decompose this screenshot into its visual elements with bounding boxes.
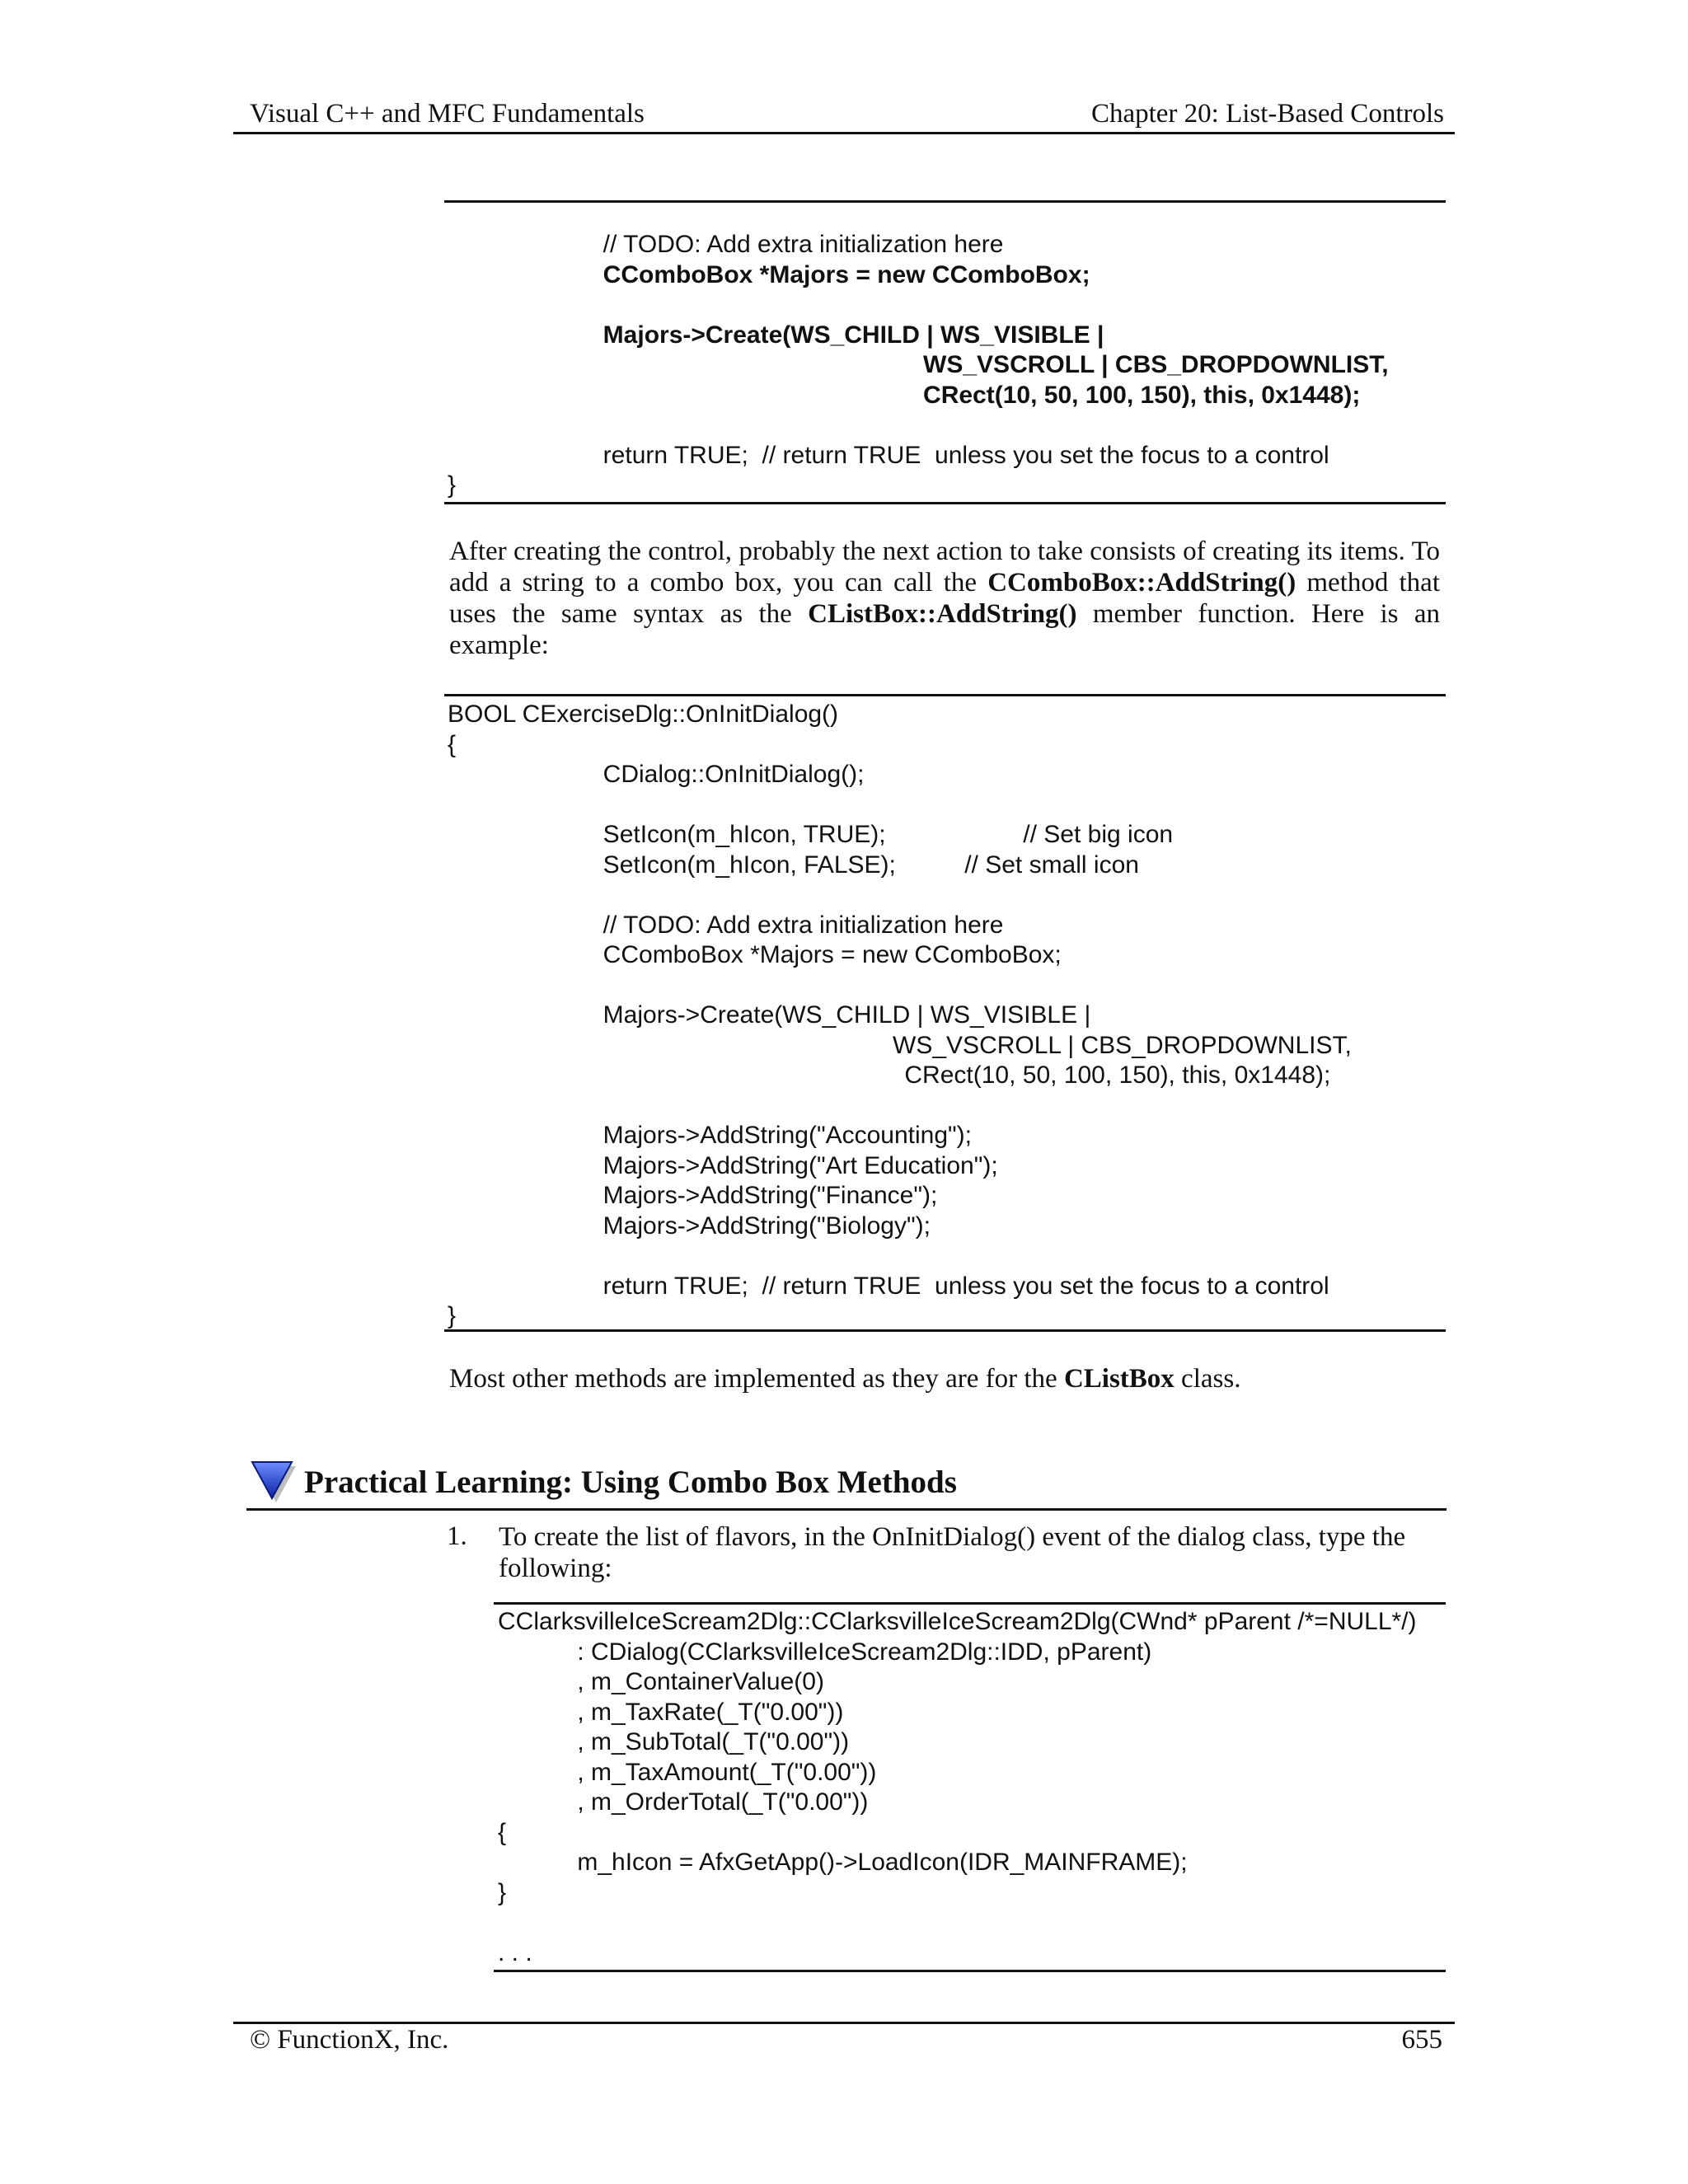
code-line: CComboBox *Majors = new CComboBox; — [548, 260, 1090, 288]
code-line: m_hIcon = AfxGetApp()->LoadIcon(IDR_MAINFRAME); — [550, 1849, 1188, 1876]
code-line: , m_SubTotal(_T("0.00")) — [550, 1728, 850, 1755]
paragraph-combo-add-string — [449, 536, 1440, 661]
code-line: SetIcon(m_hIcon, TRUE); // Set big icon — [548, 821, 1174, 848]
page-number: 655 — [1401, 2025, 1442, 2055]
footer-copyright: © FunctionX, Inc. — [250, 2025, 449, 2055]
text-run: method that uses the same syntax as the — [449, 568, 1440, 629]
paragraph-other-methods — [449, 1363, 1440, 1394]
step-text: To create the list of flavors, in the OnInitDialog() event of the dialog class, type the following: — [499, 1522, 1406, 1583]
code-line — [448, 290, 1389, 321]
text-run: Most other methods are implemented as they are for the — [449, 1364, 1064, 1394]
blue-triangle-bullet-icon — [249, 1457, 298, 1507]
code-line: { — [448, 730, 457, 758]
code-line — [448, 790, 1352, 821]
code-line — [448, 1091, 1352, 1122]
header-divider — [233, 132, 1455, 134]
code-line: Majors->AddString("Biology"); — [548, 1212, 931, 1240]
code-block-1-bottom-rule — [444, 502, 1446, 504]
code-line: Majors->AddString("Finance"); — [548, 1182, 938, 1209]
code-line: SetIcon(m_hIcon, FALSE); // Set small icon — [548, 851, 1139, 879]
section-heading-rule — [246, 1508, 1447, 1511]
code-line: . . . — [498, 1938, 532, 1966]
code-block-3 — [498, 1607, 1417, 1968]
text-run: class. — [1174, 1364, 1241, 1394]
code-line: Majors->AddString("Art Education"); — [548, 1151, 998, 1179]
code-line: , m_OrderTotal(_T("0.00")) — [550, 1788, 869, 1816]
code-line: } — [448, 1302, 457, 1329]
running-header-chapter: Chapter 20: List-Based Controls — [1090, 99, 1444, 129]
code-line: CRect(10, 50, 100, 150), this, 0x1448); — [758, 381, 1361, 409]
code-line: WS_VSCROLL | CBS_DROPDOWNLIST, — [758, 351, 1389, 378]
code-line — [448, 880, 1352, 911]
step-number: 1. — [447, 1521, 467, 1551]
code-line: { — [498, 1818, 507, 1846]
code-line: Majors->Create(WS_CHILD | WS_VISIBLE | — [548, 321, 1104, 349]
footer-divider — [233, 2022, 1455, 2024]
code-line: CDialog::OnInitDialog(); — [548, 761, 865, 788]
code-line: BOOL CExerciseDlg::OnInitDialog() — [448, 701, 839, 728]
code-block-1 — [448, 230, 1389, 501]
code-block-3-top-rule — [494, 1602, 1446, 1605]
code-line: CComboBox *Majors = new CComboBox; — [548, 941, 1062, 968]
code-block-2-top-rule — [444, 694, 1446, 696]
code-line: Majors->AddString("Accounting"); — [548, 1122, 972, 1149]
code-line: , m_ContainerValue(0) — [550, 1668, 824, 1695]
code-line — [448, 971, 1352, 1001]
text-run: member function. Here is an example: — [449, 599, 1440, 660]
code-block-3-bottom-rule — [494, 1970, 1446, 1972]
code-line: // TODO: Add extra initialization here — [548, 911, 1004, 939]
code-line: Majors->Create(WS_CHILD | WS_VISIBLE | — [548, 1001, 1091, 1029]
section-heading: Practical Learning: Using Combo Box Methods — [304, 1465, 957, 1500]
code-line: return TRUE; // return TRUE unless you set the focus to a control — [548, 441, 1329, 469]
code-block-2-bottom-rule — [444, 1329, 1446, 1332]
code-block-2 — [448, 700, 1352, 1332]
code-line: } — [448, 471, 457, 499]
code-line — [448, 410, 1389, 441]
code-line: CClarksvilleIceScream2Dlg::CClarksvilleIceScream2Dlg(CWnd* pParent /*=NULL*/) — [498, 1608, 1417, 1635]
code-line — [448, 1241, 1352, 1272]
code-line: , m_TaxAmount(_T("0.00")) — [550, 1758, 877, 1786]
code-line — [498, 1908, 1417, 1938]
code-line: // TODO: Add extra initialization here — [548, 231, 1004, 258]
class-name: CListBox — [1063, 1364, 1175, 1394]
code-line: return TRUE; // return TRUE unless you set the focus to a control — [548, 1272, 1329, 1300]
code-line: WS_VSCROLL | CBS_DROPDOWNLIST, — [728, 1031, 1352, 1059]
running-header-title: Visual C++ and MFC Fundamentals — [250, 99, 645, 129]
method-name: CComboBox::AddString() — [987, 568, 1296, 598]
code-block-1-top-rule — [444, 200, 1446, 203]
text-run: After creating the control, probably the next action to take consists of creating its items. To add a string to a combo box, you can call the — [449, 537, 1440, 598]
code-line: : CDialog(CClarksvilleIceScream2Dlg::IDD, pParent) — [550, 1638, 1152, 1666]
method-name: CListBox::AddString() — [808, 599, 1077, 629]
code-line: , m_TaxRate(_T("0.00")) — [550, 1698, 844, 1726]
code-line: CRect(10, 50, 100, 150), this, 0x1448); — [733, 1062, 1331, 1089]
code-line: } — [498, 1878, 507, 1906]
